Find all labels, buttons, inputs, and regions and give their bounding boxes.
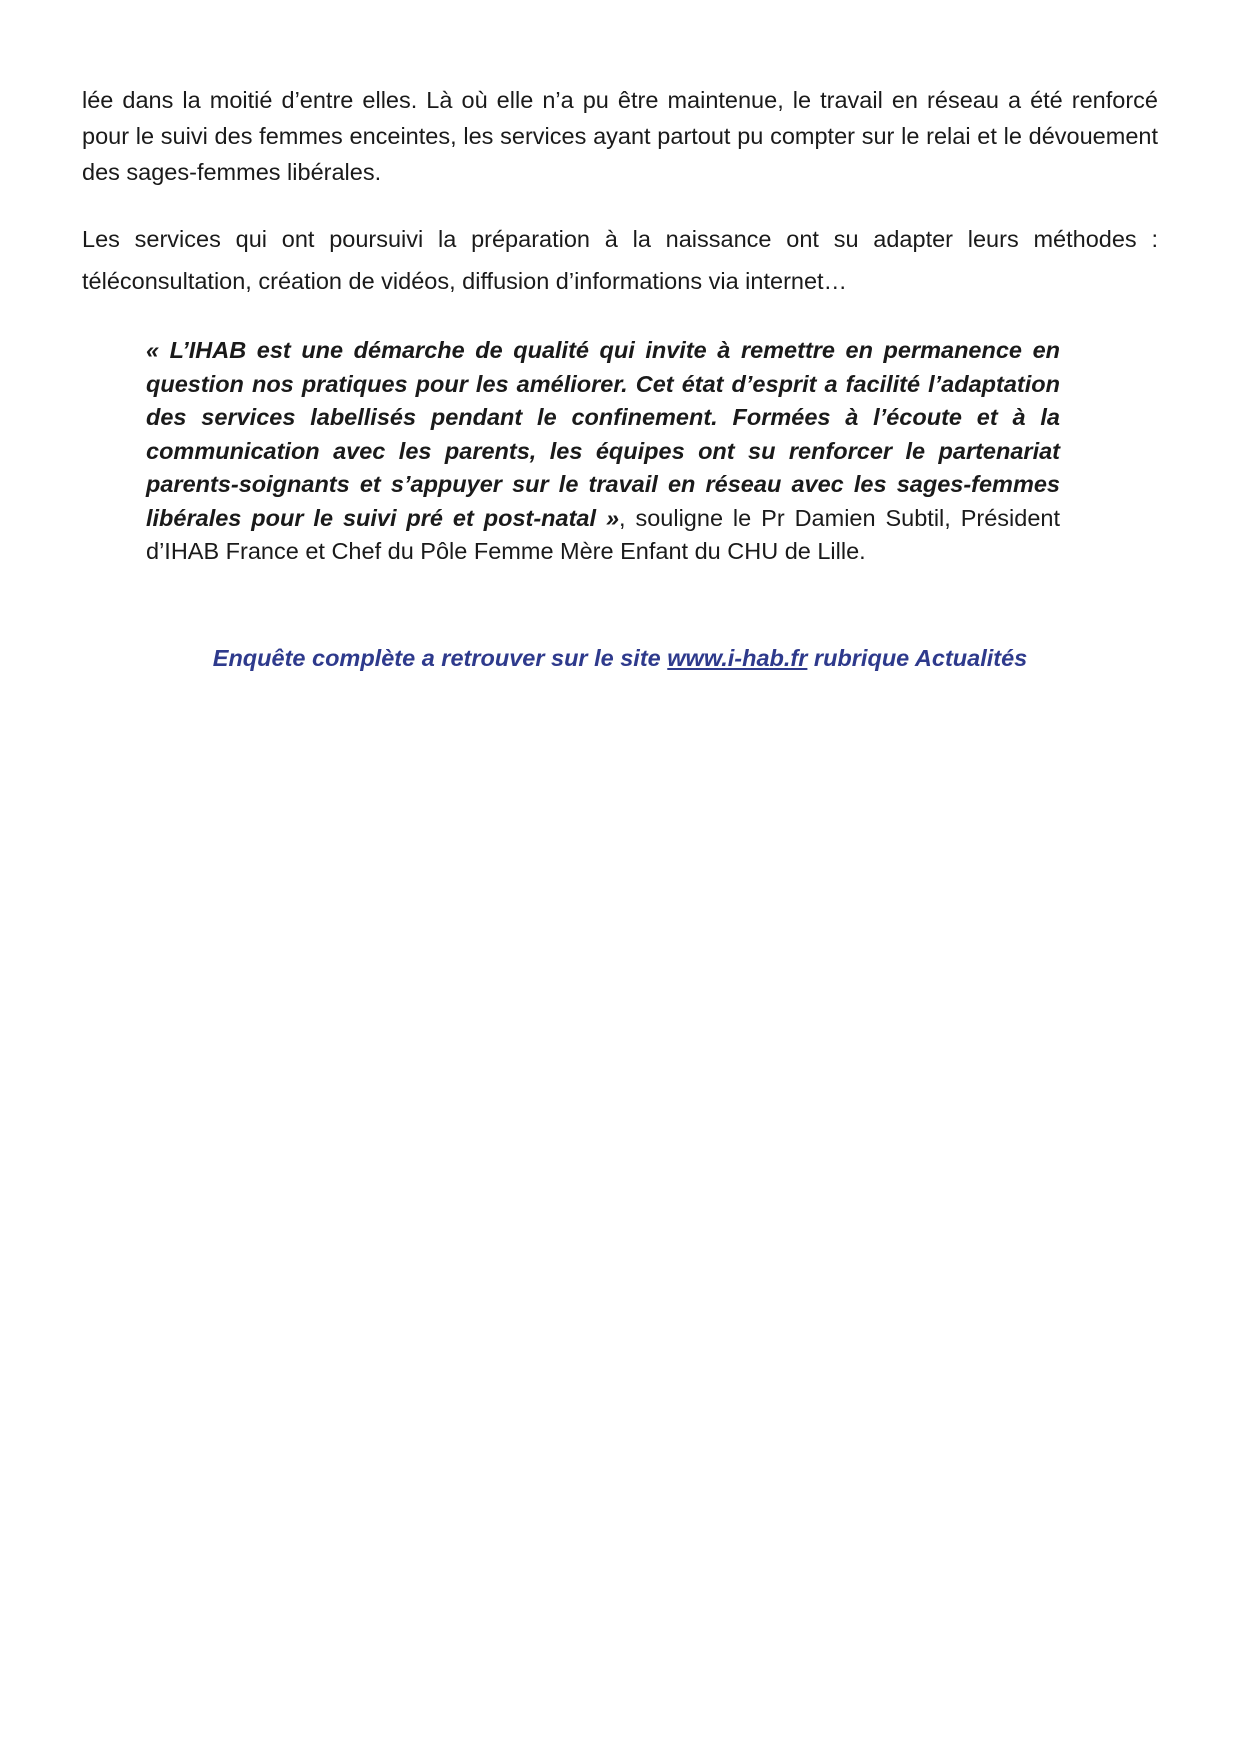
quote-text: « L’IHAB est une démarche de qualité qui invite à remettre en permanence en question nos pratiques pour les améliorer. Cet état d’esprit a facilité l’adaptation des services labellisés pendant le confinement. Formées à l’écoute et à la communication avec les parents, les équipes ont su renforcer le partenariat parents-soignants et s’appuyer sur le travail en réseau avec les sages-femmes libérales pour le suivi pré et post-natal » bbox=[146, 337, 1060, 531]
survey-link-suffix: rubrique Actualités bbox=[807, 645, 1028, 671]
website-link[interactable]: www.i-hab.fr bbox=[667, 645, 808, 671]
survey-link-line bbox=[0, 641, 1240, 675]
body-paragraph-2: Les services qui ont poursuivi la préparation à la naissance ont su adapter leurs méthodes : téléconsultation, création de vidéos, diffusion d’informations via internet… bbox=[82, 226, 1158, 294]
pull-quote bbox=[146, 334, 1060, 569]
body-paragraph-1: lée dans la moitié d’entre elles. Là où elle n’a pu être maintenue, le travail en réseau a été renforcé pour le suivi des femmes enceintes, les services ayant partout pu compter sur le relai et le dévouement des sages-femmes libérales. bbox=[82, 87, 1158, 185]
survey-link-prefix: Enquête complète a retrouver sur le site bbox=[212, 645, 668, 671]
quote-attribution: , souligne le Pr Damien Subtil, Président d’IHAB France et Chef du Pôle Femme Mère Enfant du CHU de Lille. bbox=[146, 504, 1060, 564]
